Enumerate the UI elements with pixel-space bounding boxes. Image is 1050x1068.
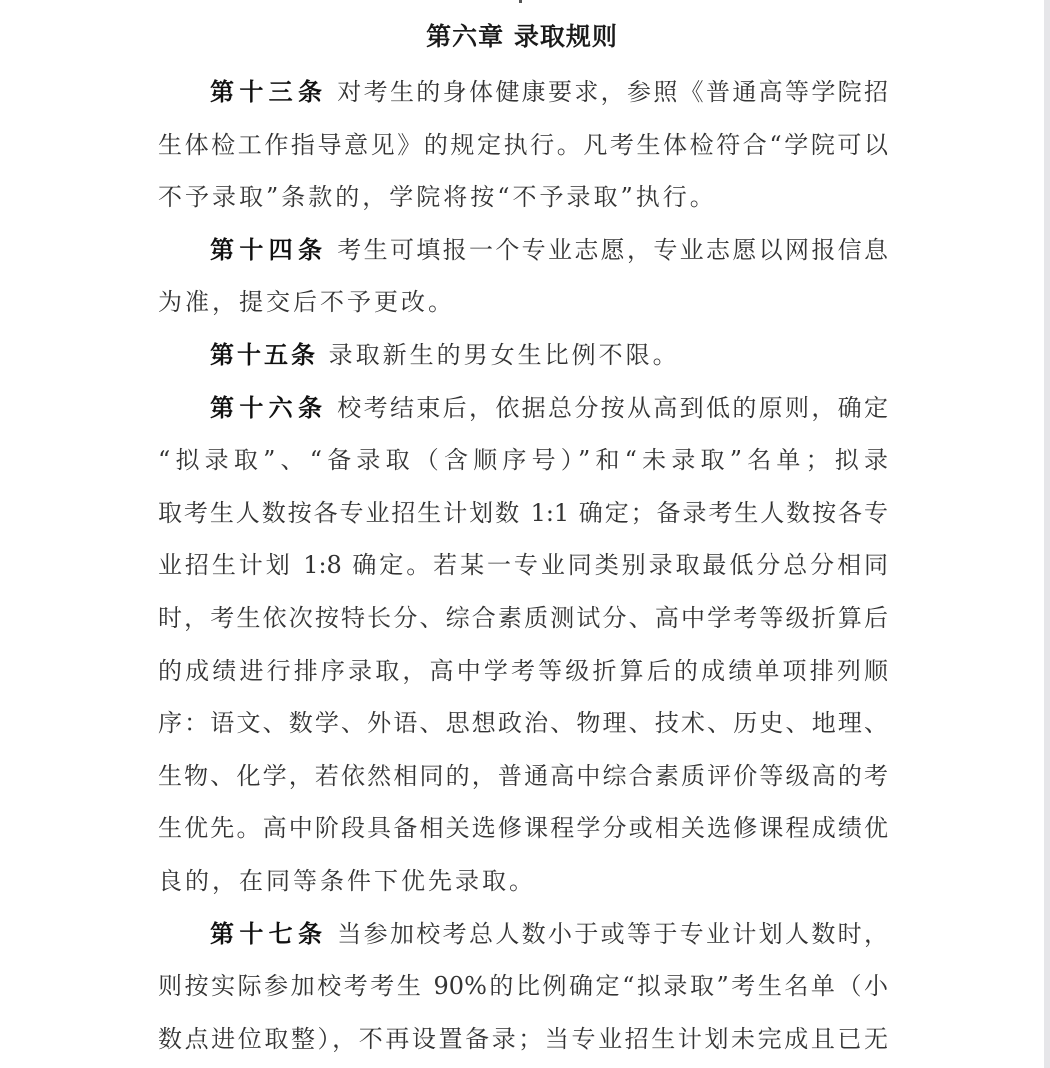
article-17-label: 第十七条 <box>210 918 328 948</box>
article-16-line-1 <box>158 382 888 435</box>
article-14-text: 考生可填报一个专业志愿，专业志愿以网报信息 <box>327 235 888 264</box>
article-16-text: 校考结束后，依据总分按从高到低的原则，确定 <box>327 393 888 422</box>
article-14-line-1 <box>158 224 888 277</box>
article-13-line-2: 生体检工作指导意见》的规定执行。凡考生体检符合“学院可以 <box>158 130 888 159</box>
article-16-line-4: 业招生计划 1:8 确定。若某一专业同类别录取最低分总分相同 <box>158 551 888 580</box>
article-16-line-6: 的成绩进行排序录取，高中学考等级折算后的成绩单项排列顺 <box>158 656 888 685</box>
window-right-edge <box>1044 0 1050 1068</box>
article-16-line-2: “拟录取”、“备录取（含顺序号）”和“未录取”名单；拟录 <box>158 446 888 475</box>
article-17-line-1 <box>158 908 888 961</box>
article-15-line-1 <box>158 329 888 382</box>
article-13-line-1 <box>158 66 888 119</box>
article-15-text: 录取新生的男女生比例不限。 <box>318 340 680 369</box>
article-17-line-2: 则按实际参加校考考生 90%的比例确定“拟录取”考生名单（小 <box>158 972 888 1001</box>
chapter-title: 第六章 录取规则 <box>426 22 618 51</box>
article-16-line-5: 时，考生依次按特长分、综合素质测试分、高中学考等级折算后 <box>158 603 888 632</box>
article-13-line-3: 不予录取”条款的，学院将按“不予录取”执行。 <box>158 183 717 212</box>
article-16-line-7: 序：语文、数学、外语、思想政治、物理、技术、历史、地理、 <box>158 709 888 738</box>
article-13-label: 第十三条 <box>210 77 328 106</box>
article-16-line-10: 良的，在同等条件下优先录取。 <box>158 866 536 895</box>
article-17-line-3: 数点进位取整），不再设置备录；当专业招生计划未完成且已无 <box>158 1024 888 1053</box>
page-top-mark <box>519 0 522 3</box>
article-16-line-3: 取考生人数按各专业招生计划数 1:1 确定；备录考生人数按各专 <box>158 498 888 527</box>
article-13-text: 对考生的身体健康要求，参照《普通高等学院招 <box>327 78 888 106</box>
article-14-line-2: 为准，提交后不予更改。 <box>158 288 455 317</box>
article-16-line-9: 生优先。高中阶段具备相关选修课程学分或相关选修课程成绩优 <box>158 814 888 843</box>
article-14-label: 第十四条 <box>210 234 328 264</box>
article-17-text: 当参加校考总人数小于或等于专业计划人数时， <box>327 919 888 948</box>
article-16-label: 第十六条 <box>210 392 328 422</box>
article-15-label: 第十五条 <box>210 339 318 369</box>
article-16-line-8: 生物、化学，若依然相同的，普通高中综合素质评价等级高的考 <box>158 761 888 790</box>
document-body <box>158 66 888 1065</box>
